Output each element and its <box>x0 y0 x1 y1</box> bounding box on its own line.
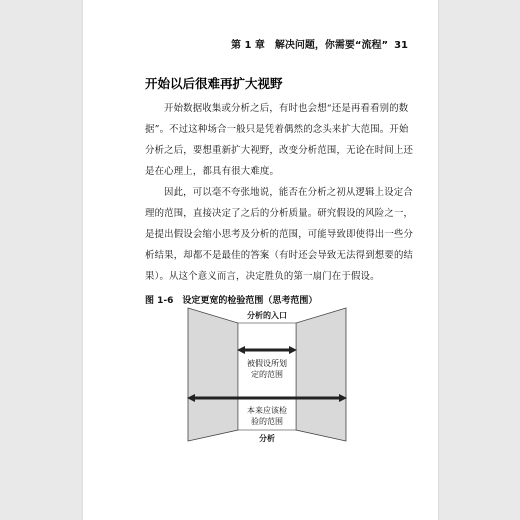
section-title: 开始以后很难再扩大视野 <box>145 76 283 91</box>
paragraph-line: 因此，可以毫不夸张地说，能否在分析之初从逻辑上设定合 <box>164 187 413 198</box>
paragraph-line: 分析之后，要想重新扩大视野，改变分析范围，无论在时间上还 <box>145 145 414 156</box>
wide-range-label: 验的范围 <box>251 417 283 426</box>
figure-caption: 图 1-6 设定更宽的检验范围（思考范围） <box>145 296 318 306</box>
paragraph-line: 开始数据收集或分析之后，有时也会想“还是再看看别的数 <box>164 103 409 114</box>
paragraph-line: 析结果，却都不是最佳的答案（有时还会导致无法得到想要的结 <box>145 250 414 261</box>
wide-range-label: 本来应该检 <box>247 406 287 415</box>
paragraph-line: 理的范围，直接决定了之后的分析质量。研究假设的风险之一， <box>145 208 414 219</box>
entrance-label: 分析的入口 <box>247 311 287 320</box>
page-number: 31 <box>394 40 408 51</box>
narrow-range-label: 被假设所划 <box>247 359 287 368</box>
right-door-panel <box>296 308 346 441</box>
book-page <box>83 0 438 520</box>
analysis-scope-diagram <box>83 0 438 520</box>
left-door-panel <box>188 308 238 441</box>
chapter-title: 第 1 章 解决问题，你需要“流程” <box>231 40 389 51</box>
paragraph-line: 是提出假设会缩小思考及分析的范围，可能导致即使得出一些分 <box>145 229 414 240</box>
narrow-range-label: 定的范围 <box>251 370 283 379</box>
paragraph-line: 是在心理上，都具有很大难度。 <box>145 166 280 177</box>
paragraph-line: 果）。从这个意义而言，决定胜负的第一扇门在于假设。 <box>145 271 380 282</box>
paragraph-line: 据”。不过这种场合一般只是凭着偶然的念头来扩大范围。开始 <box>145 124 409 135</box>
analysis-label: 分析 <box>259 434 275 443</box>
